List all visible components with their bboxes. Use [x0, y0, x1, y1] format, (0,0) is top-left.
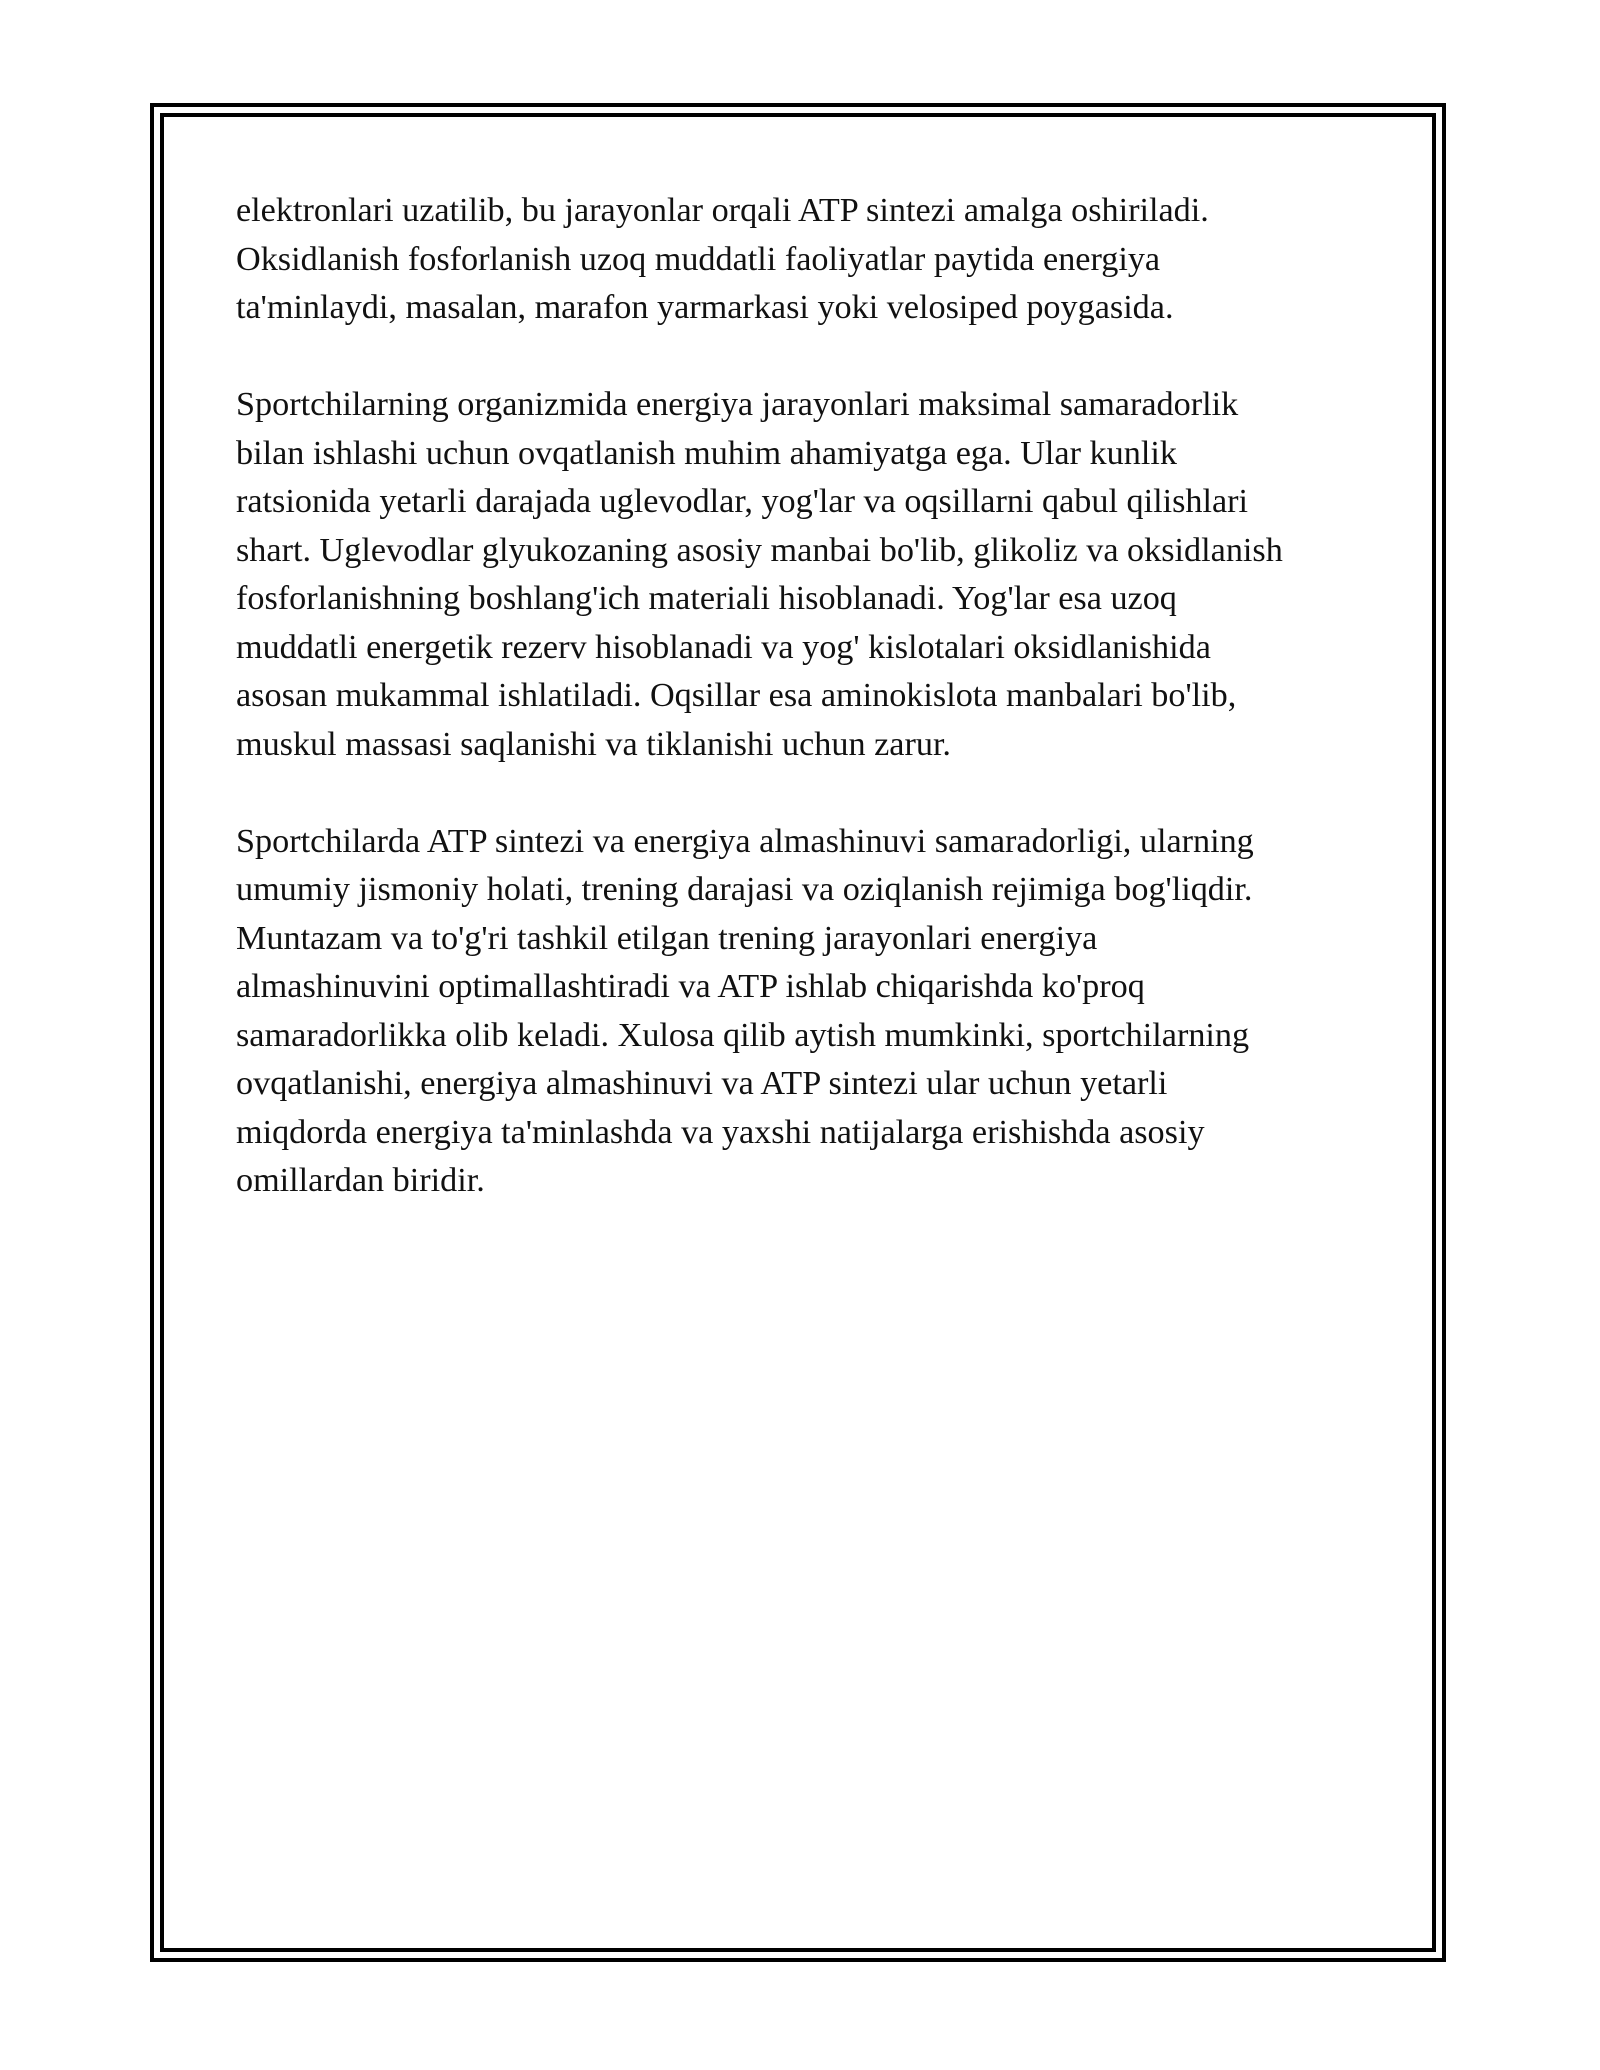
text-line: ratsionida yetarli darajada uglevodlar, yog'lar va oqsillarni qabul qilishlari	[236, 483, 1249, 520]
text-line: Muntazam va to'g'ri tashkil etilgan trening jarayonlari energiya	[236, 919, 1098, 957]
text-line: almashinuvini optimallashtiradi va ATP ishlab chiqarishda ko'proq	[236, 968, 1145, 1005]
document-body	[236, 187, 1376, 1254]
text-line: ovqatlanishi, energiya almashinuvi va ATP sintezi ular uchun yetarli	[236, 1065, 1168, 1102]
text-line: asosan mukammal ishlatiladi. Oqsillar esa aminokislota manbalari bo'lib,	[236, 677, 1237, 714]
text-line: elektronlari uzatilib, bu jarayonlar orqali ATP sintezi amalga oshiriladi.	[236, 192, 1209, 229]
text-line: samaradorlikka olib keladi. Xulosa qilib aytish mumkinki, sportchilarning	[236, 1016, 1250, 1054]
paragraph-2	[236, 381, 1376, 769]
text-line: omillardan biridir.	[236, 1162, 485, 1199]
text-line: Sportchilarning organizmida energiya jarayonlari maksimal samaradorlik	[236, 386, 1239, 423]
text-line: umumiy jismoniy holati, trening darajasi va oziqlanish rejimiga bog'liqdir.	[236, 871, 1253, 908]
paragraph-3	[236, 818, 1376, 1206]
text-line: Sportchilarda ATP sintezi va energiya almashinuvi samaradorligi, ularning	[236, 822, 1254, 860]
paragraph-1	[236, 187, 1376, 333]
text-line: Oksidlanish fosforlanish uzoq muddatli faoliyatlar paytida energiya	[236, 240, 1161, 278]
text-line: miqdorda energiya ta'minlashda va yaxshi natijalarga erishishda asosiy	[236, 1113, 1205, 1151]
text-line: shart. Uglevodlar glyukozaning asosiy manbai bo'lib, glikoliz va oksidlanish	[236, 531, 1283, 569]
text-line: ta'minlaydi, masalan, marafon yarmarkasi yoki velosiped poygasida.	[236, 289, 1174, 326]
text-line: bilan ishlashi uchun ovqatlanish muhim ahamiyatga ega. Ular kunlik	[236, 434, 1177, 472]
text-line: fosforlanishning boshlang'ich materiali hisoblanadi. Yog'lar esa uzoq	[236, 580, 1177, 617]
text-line: muskul massasi saqlanishi va tiklanishi uchun zarur.	[236, 725, 951, 763]
text-line: muddatli energetik rezerv hisoblanadi va yog' kislotalari oksidlanishida	[236, 628, 1211, 666]
